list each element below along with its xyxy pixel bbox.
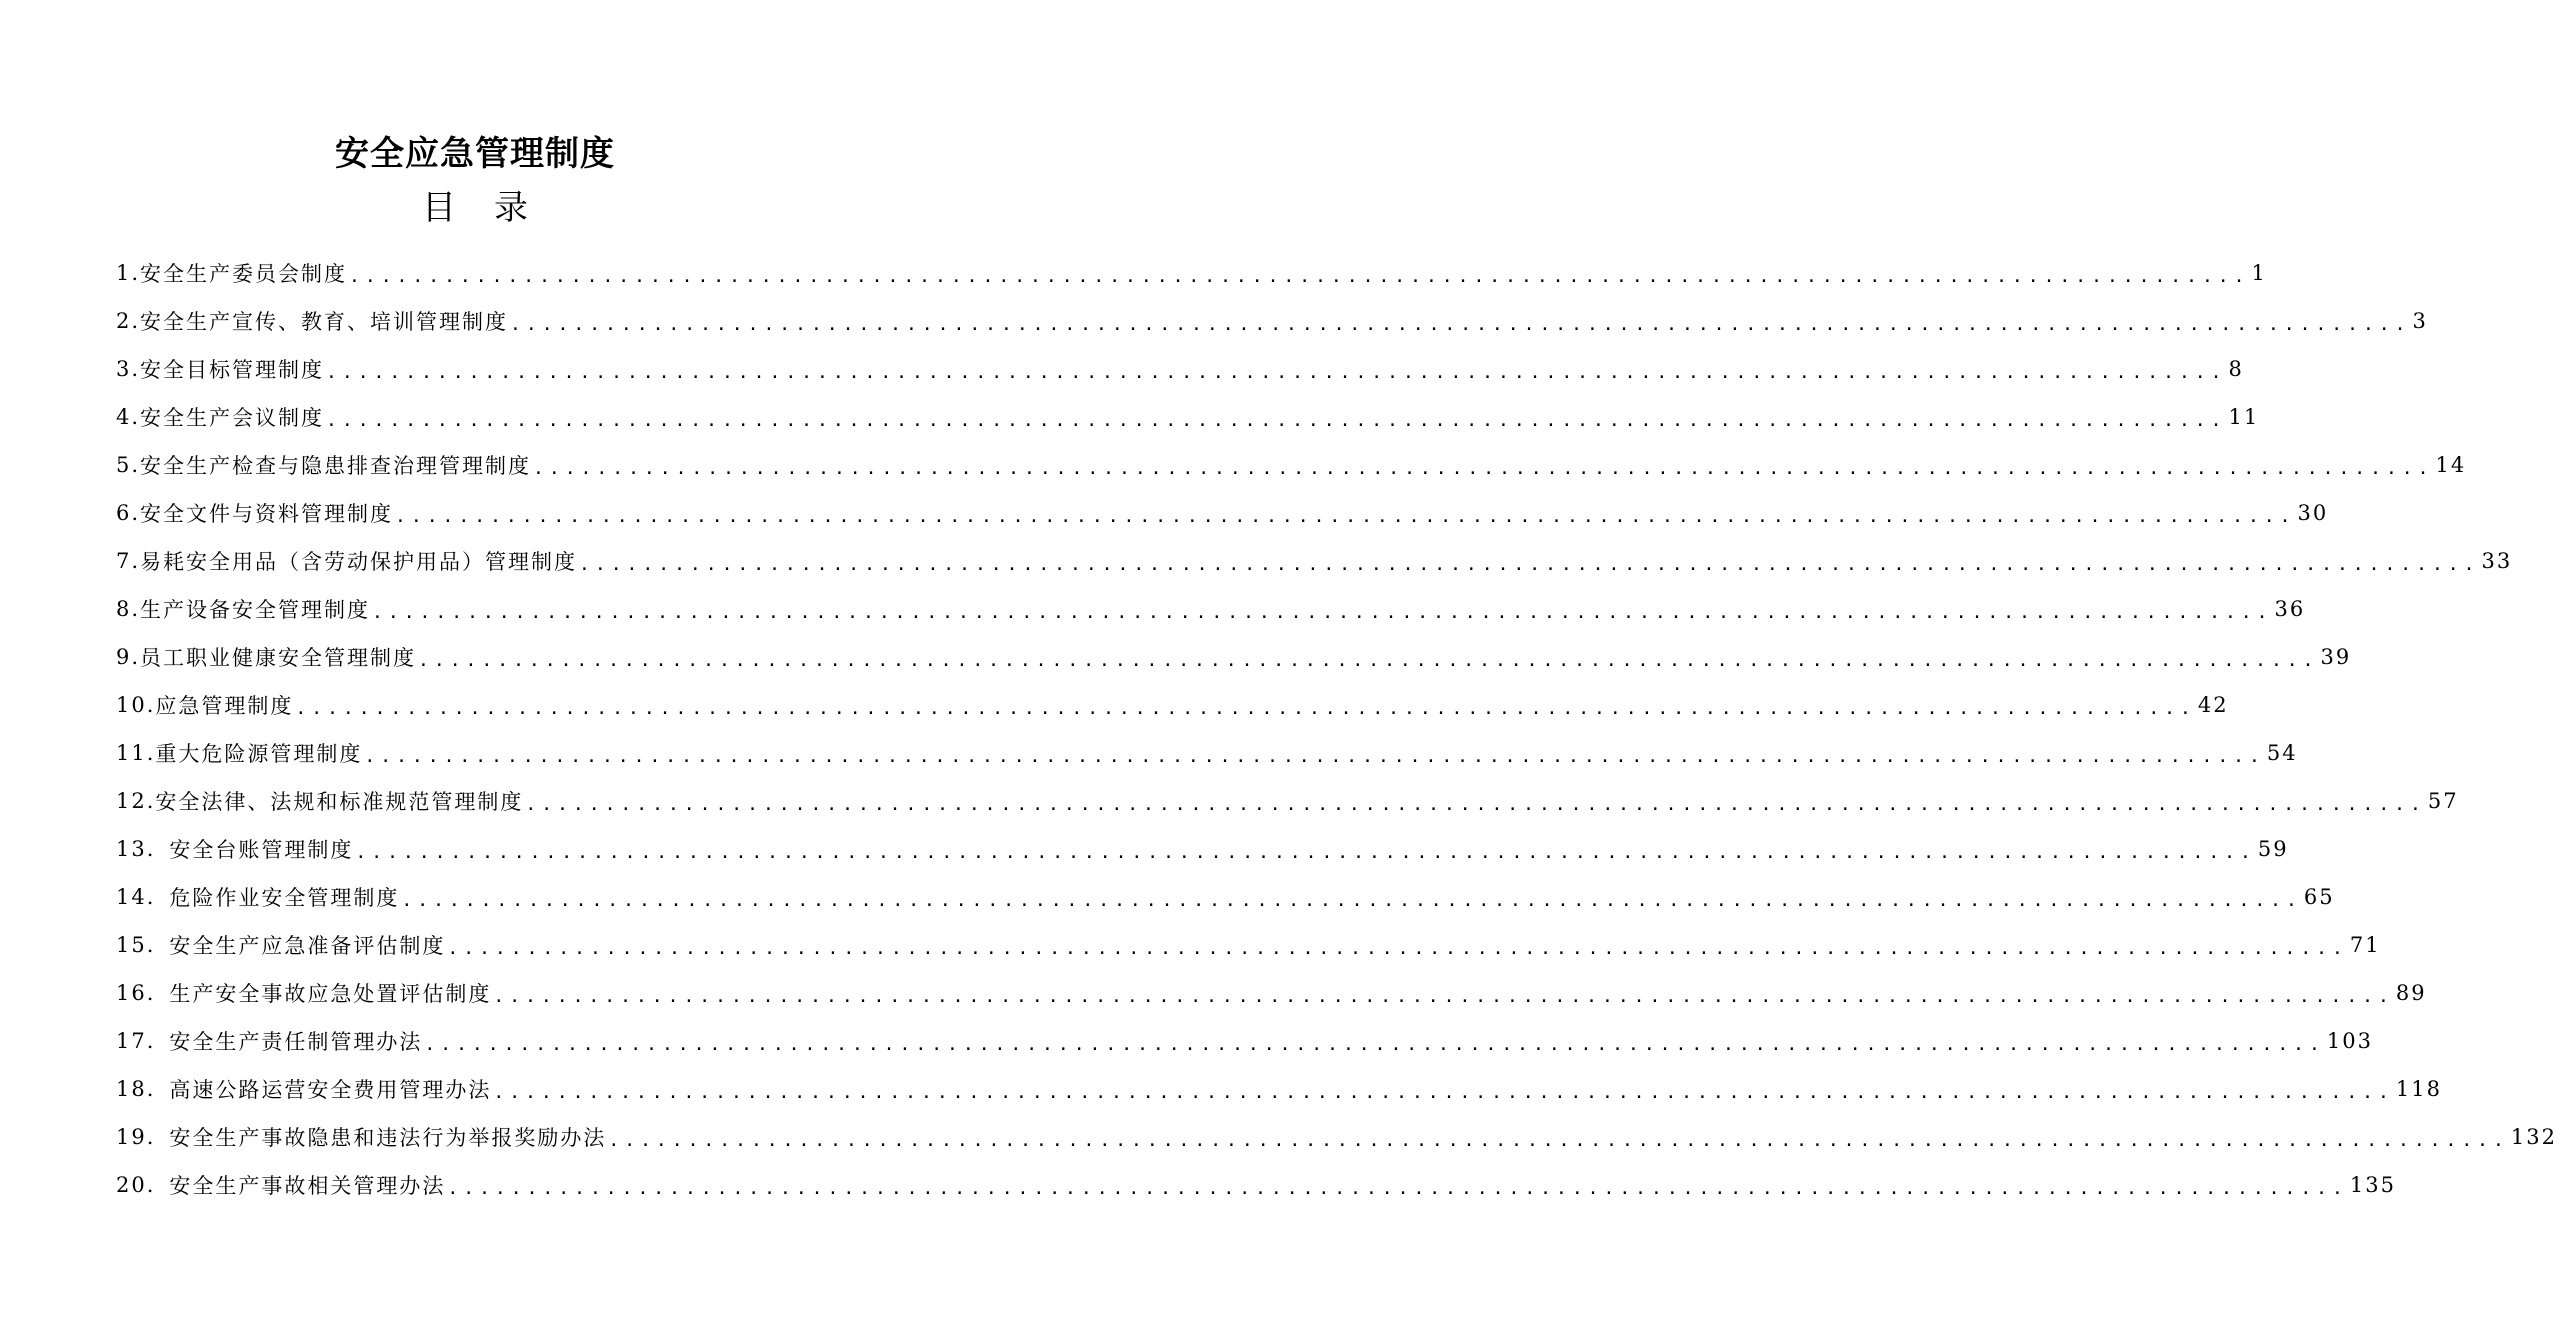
toc-entry[interactable]	[116, 537, 2513, 585]
toc-entry[interactable]	[116, 393, 2260, 441]
toc-entry-page-number: 57	[2427, 789, 2459, 813]
toc-dot-leader: ........................................................................................................................	[424, 1034, 2325, 1055]
toc-entry-number: 4.	[116, 405, 141, 429]
toc-entry[interactable]	[116, 585, 2306, 633]
toc-entry[interactable]	[116, 1161, 2396, 1209]
toc-dot-leader: ........................................................................................................................	[395, 506, 2296, 527]
toc-dot-leader: ........................................................................................................................	[326, 410, 2227, 431]
toc-entry-label: 安全生产事故隐患和违法行为举报奖励办法	[169, 1126, 607, 1150]
toc-entry-page-number: 33	[2481, 549, 2513, 573]
toc-entry-label: 安全生产宣传、教育、培训管理制度	[140, 310, 509, 334]
toc-entry-page-number: 42	[2197, 693, 2229, 717]
toc-heading-char-1: 目	[422, 188, 456, 228]
toc-dot-leader: ........................................................................................................................	[447, 1178, 2348, 1199]
toc-entry-label: 安全生产应急准备评估制度	[169, 934, 446, 958]
toc-entry-label: 安全生产事故相关管理办法	[169, 1174, 446, 1198]
toc-entry-page-number: 14	[2435, 453, 2467, 477]
toc-entry-label: 高速公路运营安全费用管理办法	[169, 1078, 492, 1102]
toc-entry-number: 9.	[116, 645, 141, 669]
toc-entry[interactable]	[116, 633, 2352, 681]
toc-entry-label: 安全台账管理制度	[169, 838, 354, 862]
toc-entry-page-number: 36	[2274, 597, 2306, 621]
toc-entry[interactable]	[116, 825, 2289, 873]
toc-entry-label: 安全目标管理制度	[140, 358, 325, 382]
toc-entry[interactable]	[116, 489, 2329, 537]
toc-entry-number: 19.	[116, 1125, 156, 1149]
toc-entry[interactable]	[116, 921, 2381, 969]
toc-entry-label: 安全生产委员会制度	[140, 262, 348, 286]
toc-entry-page-number: 89	[2395, 981, 2427, 1005]
toc-entry-number: 15.	[116, 933, 156, 957]
toc-entry-number: 1.	[116, 261, 141, 285]
toc-entry-page-number: 11	[2228, 405, 2260, 429]
toc-entry-page-number: 118	[2395, 1077, 2442, 1101]
toc-entry-page-number: 8	[2228, 357, 2244, 381]
toc-entry-page-number: 135	[2349, 1173, 2396, 1197]
toc-entry-number: 3.	[116, 357, 141, 381]
toc-entry-number: 12.	[116, 789, 156, 813]
toc-dot-leader: ........................................................................................................................	[295, 698, 2196, 719]
toc-entry-page-number: 132	[2510, 1125, 2557, 1149]
toc-dot-leader: ........................................................................................................................	[579, 554, 2480, 575]
toc-entry[interactable]	[116, 969, 2427, 1017]
toc-heading-char-2: 录	[494, 188, 528, 228]
toc-entry-label: 员工职业健康安全管理制度	[140, 646, 417, 670]
toc-dot-leader: ........................................................................................................................	[608, 1130, 2509, 1151]
toc-entry[interactable]	[116, 297, 2428, 345]
toc-entry[interactable]	[116, 729, 2298, 777]
toc-entry-number: 16.	[116, 981, 156, 1005]
toc-entry-page-number: 3	[2412, 309, 2428, 333]
toc-entry-label: 安全生产检查与隐患排查治理管理制度	[140, 454, 532, 478]
toc-entry-label: 生产安全事故应急处置评估制度	[169, 982, 492, 1006]
toc-entry-label: 易耗安全用品（含劳动保护用品）管理制度	[140, 550, 578, 574]
toc-entry[interactable]	[116, 1113, 2557, 1161]
toc-dot-leader: ........................................................................................................................	[418, 650, 2319, 671]
table-of-contents	[116, 249, 2557, 1209]
toc-dot-leader: ........................................................................................................................	[355, 842, 2256, 863]
toc-entry[interactable]	[116, 345, 2244, 393]
toc-entry[interactable]	[116, 441, 2467, 489]
toc-entry[interactable]	[116, 1065, 2442, 1113]
toc-entry[interactable]	[116, 681, 2229, 729]
toc-heading	[0, 184, 950, 232]
toc-entry[interactable]	[116, 777, 2459, 825]
toc-entry-page-number: 103	[2326, 1029, 2373, 1053]
toc-entry-page-number: 59	[2257, 837, 2289, 861]
toc-entry-label: 安全法律、法规和标准规范管理制度	[155, 790, 524, 814]
toc-entry-number: 8.	[116, 597, 141, 621]
toc-entry-page-number: 1	[2251, 261, 2267, 285]
toc-dot-leader: ........................................................................................................................	[533, 458, 2434, 479]
toc-dot-leader: ........................................................................................................................	[401, 890, 2302, 911]
toc-entry-label: 应急管理制度	[155, 694, 294, 718]
toc-entry-number: 7.	[116, 549, 141, 573]
toc-entry-number: 20.	[116, 1173, 156, 1197]
toc-dot-leader: ........................................................................................................................	[447, 938, 2348, 959]
toc-entry-label: 安全生产责任制管理办法	[169, 1030, 423, 1054]
toc-entry-label: 安全文件与资料管理制度	[140, 502, 394, 526]
toc-entry-label: 重大危险源管理制度	[155, 742, 363, 766]
toc-entry-number: 2.	[116, 309, 141, 333]
toc-dot-leader: ........................................................................................................................	[349, 266, 2250, 287]
toc-entry-number: 13.	[116, 837, 156, 861]
toc-entry-number: 14.	[116, 885, 156, 909]
toc-dot-leader: ........................................................................................................................	[525, 794, 2426, 815]
toc-entry-number: 11.	[116, 741, 156, 765]
toc-dot-leader: ........................................................................................................................	[493, 1082, 2394, 1103]
toc-entry-page-number: 54	[2266, 741, 2298, 765]
toc-entry-number: 18.	[116, 1077, 156, 1101]
toc-entry-number: 10.	[116, 693, 156, 717]
toc-dot-leader: ........................................................................................................................	[510, 314, 2411, 335]
toc-entry-number: 5.	[116, 453, 141, 477]
toc-entry-number: 6.	[116, 501, 141, 525]
toc-entry[interactable]	[116, 1017, 2373, 1065]
toc-entry-page-number: 39	[2320, 645, 2352, 669]
toc-entry-number: 17.	[116, 1029, 156, 1053]
toc-dot-leader: ........................................................................................................................	[372, 602, 2273, 623]
toc-entry-label: 安全生产会议制度	[140, 406, 325, 430]
toc-entry-label: 危险作业安全管理制度	[169, 886, 400, 910]
toc-entry-page-number: 65	[2303, 885, 2335, 909]
document-title: 安全应急管理制度	[335, 134, 615, 174]
toc-entry-page-number: 71	[2349, 933, 2381, 957]
toc-dot-leader: ........................................................................................................................	[493, 986, 2394, 1007]
toc-entry[interactable]	[116, 249, 2267, 297]
toc-entry[interactable]	[116, 873, 2335, 921]
toc-dot-leader: ........................................................................................................................	[326, 362, 2227, 383]
toc-entry-page-number: 30	[2297, 501, 2329, 525]
toc-dot-leader: ........................................................................................................................	[364, 746, 2265, 767]
toc-entry-label: 生产设备安全管理制度	[140, 598, 371, 622]
